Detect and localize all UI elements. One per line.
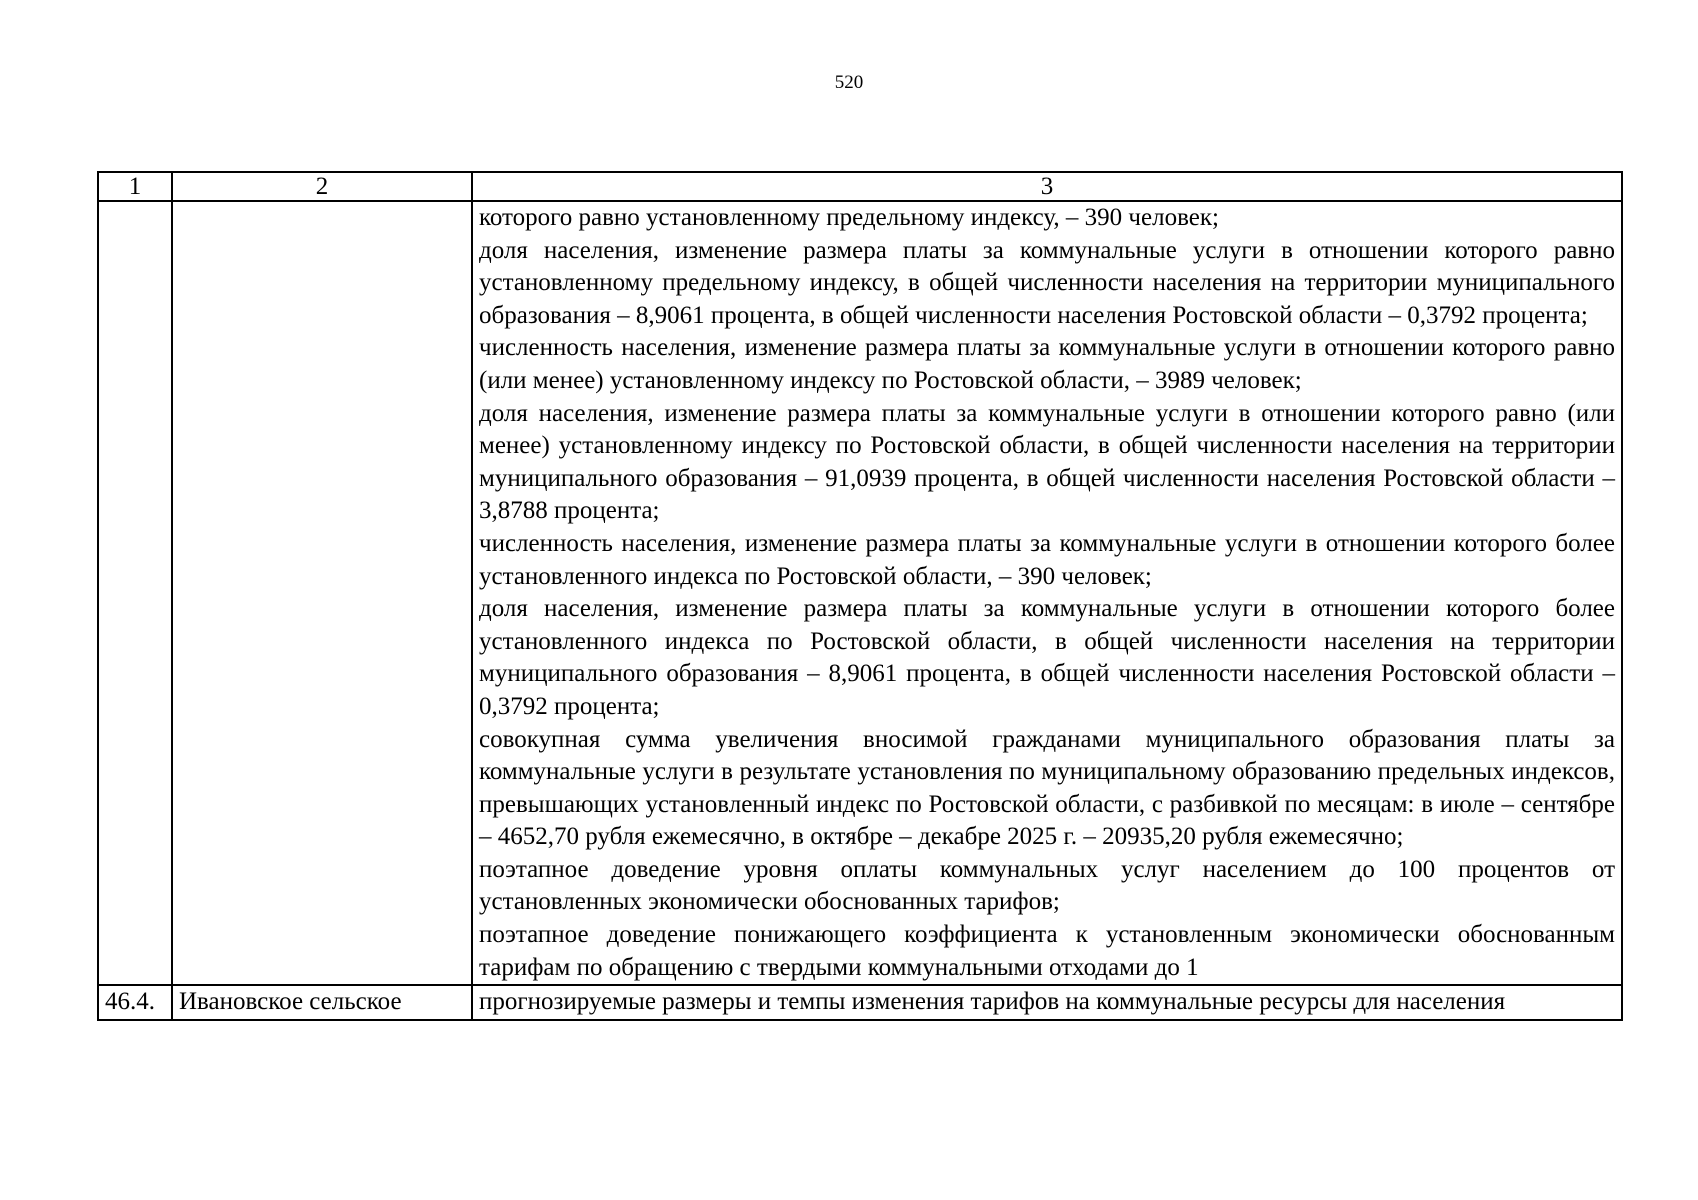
row-name-cell: Ивановское сельское — [172, 985, 472, 1020]
page-number: 520 — [834, 72, 864, 93]
paragraph: доля населения, изменение размера платы за коммунальные услуги в отношении которого равно (или менее) установленному индексу по Ростовской области, в общей численности населения на территории муниципального образования – 91,0939 процента, в общей численности населения Ростовской области – 3,8788 процента; — [479, 399, 1615, 525]
paragraph: численность населения, изменение размера платы за коммунальные услуги в отношении которого более установленного индекса по Ростовской области, – 390 человек; — [479, 529, 1615, 590]
header-cell-3: 3 — [472, 172, 1622, 201]
row-content-cell — [472, 201, 1622, 985]
paragraph: прогнозируемые размеры и темпы изменения тарифов на коммунальные ресурсы для населения — [479, 988, 1506, 1016]
header-cell-2: 2 — [172, 172, 472, 201]
paragraph: поэтапное доведение уровня оплаты коммунальных услуг населением до 100 процентов от установленных экономически обоснованных тарифов; — [479, 855, 1615, 916]
paragraph: которого равно установленному предельному индексу, – 390 человек; — [479, 204, 1219, 231]
paragraph: доля населения, изменение размера платы за коммунальные услуги в отношении которого равно установленному предельному индексу, в общей численности населения на территории муниципального образования – 8,9061 процента, в общей численности населения Ростовской области – 0,3792 процента; — [479, 236, 1615, 329]
paragraph: совокупная сумма увеличения вносимой гражданами муниципального образования платы за коммунальные услуги в результате установления по муниципальному образованию предельных индексов, превышающих установленный индекс по Ростовской области, с разбивкой по месяцам: в июле – сентябре – 4652,70 рубля ежемесячно, в октябре – декабре 2025 г. – 20935,20 рубля ежемесячно; — [479, 725, 1615, 851]
tariff-table — [97, 171, 1623, 1021]
table-row — [98, 985, 1622, 1020]
table-row — [98, 201, 1622, 985]
header-cell-1: 1 — [98, 172, 172, 201]
row-name-cell — [172, 201, 472, 985]
paragraph: доля населения, изменение размера платы за коммунальные услуги в отношении которого более установленного индекса по Ростовской области, в общей численности населения на территории муниципального образования – 8,9061 процента, в общей численности населения Ростовской области – 0,3792 процента; — [479, 595, 1615, 720]
table-header-row — [98, 172, 1622, 201]
paragraph: численность населения, изменение размера платы за коммунальные услуги в отношении которого равно (или менее) установленному индексу по Ростовской области, – 3989 человек; — [479, 334, 1615, 394]
row-number-cell: 46.4. — [98, 985, 172, 1020]
paragraph: поэтапное доведение понижающего коэффициента к установленным экономически обоснованным тарифам по обращению с твердыми коммунальными отходами до 1 — [479, 921, 1615, 981]
row-number-cell — [98, 201, 172, 985]
row-content-cell — [472, 985, 1622, 1020]
